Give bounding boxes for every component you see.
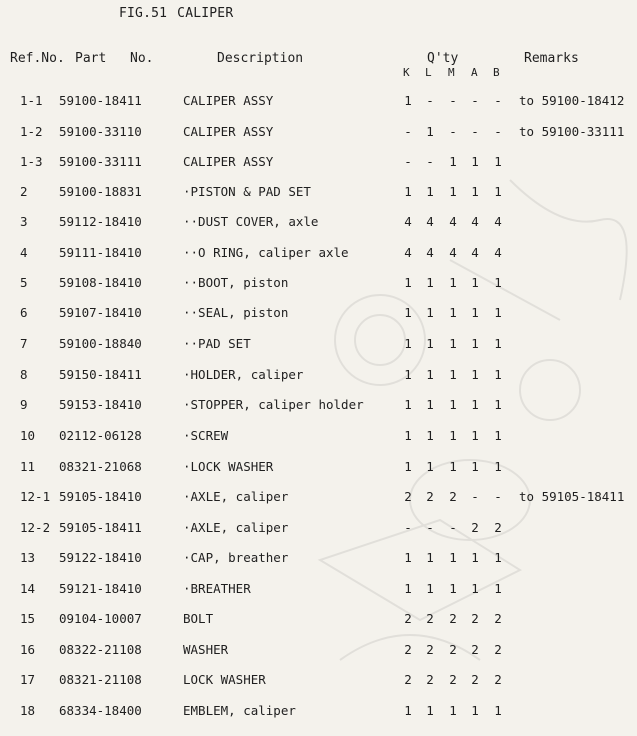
part-number: 59112-18410 bbox=[59, 214, 142, 229]
qty-k: 1 bbox=[404, 428, 412, 443]
description: BOLT bbox=[183, 611, 214, 626]
ref-number: 12-2 bbox=[20, 520, 51, 535]
part-number: 59100-33111 bbox=[59, 154, 142, 169]
description: ··PAD SET bbox=[183, 336, 251, 351]
qty-b: 2 bbox=[494, 611, 502, 626]
table-row bbox=[0, 93, 637, 113]
qty-k: 1 bbox=[404, 305, 412, 320]
description: ·AXLE, caliper bbox=[183, 520, 289, 535]
qty-m: 1 bbox=[449, 367, 457, 382]
qty-a: 2 bbox=[471, 611, 479, 626]
part-number: 09104-10007 bbox=[59, 611, 142, 626]
part-number: 02112-06128 bbox=[59, 428, 142, 443]
table-row bbox=[0, 581, 637, 601]
qty-k: 1 bbox=[404, 336, 412, 351]
qty-b: 1 bbox=[494, 581, 502, 596]
description: ·AXLE, caliper bbox=[183, 489, 289, 504]
qty-l: 1 bbox=[426, 428, 434, 443]
qty-k: - bbox=[404, 124, 412, 139]
qty-a: 1 bbox=[471, 184, 479, 199]
qty-a: 1 bbox=[471, 703, 479, 718]
header-description: Description bbox=[217, 51, 304, 66]
description: CALIPER ASSY bbox=[183, 93, 274, 108]
part-number: 68334-18400 bbox=[59, 703, 142, 718]
qty-l: 4 bbox=[426, 214, 434, 229]
ref-number: 14 bbox=[20, 581, 36, 596]
qty-b: 2 bbox=[494, 642, 502, 657]
remarks: to 59100-18412 bbox=[519, 93, 625, 108]
qty-m: 4 bbox=[449, 245, 457, 260]
qty-l: 1 bbox=[426, 367, 434, 382]
table-row bbox=[0, 367, 637, 387]
qty-l: 1 bbox=[426, 275, 434, 290]
description: ·LOCK WASHER bbox=[183, 459, 274, 474]
qty-l: - bbox=[426, 520, 434, 535]
table-row bbox=[0, 550, 637, 570]
part-number: 59153-18410 bbox=[59, 397, 142, 412]
qty-m: 1 bbox=[449, 336, 457, 351]
part-number: 59111-18410 bbox=[59, 245, 142, 260]
part-number: 59108-18410 bbox=[59, 275, 142, 290]
qty-k: 1 bbox=[404, 581, 412, 596]
qty-m: 2 bbox=[449, 672, 457, 687]
part-number: 08321-21068 bbox=[59, 459, 142, 474]
qty-b: 1 bbox=[494, 703, 502, 718]
qty-a: 1 bbox=[471, 154, 479, 169]
table-row bbox=[0, 336, 637, 356]
header-qty: Q'ty bbox=[427, 51, 459, 66]
qty-b: 2 bbox=[494, 672, 502, 687]
figure-heading bbox=[119, 6, 233, 21]
qty-a: 4 bbox=[471, 245, 479, 260]
part-number: 59100-18840 bbox=[59, 336, 142, 351]
ref-number: 10 bbox=[20, 428, 36, 443]
part-number: 59122-18410 bbox=[59, 550, 142, 565]
qty-k: 4 bbox=[404, 214, 412, 229]
figure-number: FIG.51 bbox=[119, 6, 168, 21]
qty-k: 2 bbox=[404, 642, 412, 657]
qty-m: 1 bbox=[449, 184, 457, 199]
qty-b: 4 bbox=[494, 214, 502, 229]
part-number: 59100-33110 bbox=[59, 124, 142, 139]
qty-k: - bbox=[404, 520, 412, 535]
qty-k: 1 bbox=[404, 275, 412, 290]
qty-a: - bbox=[471, 124, 479, 139]
remarks: to 59100-33111 bbox=[519, 124, 625, 139]
table-row bbox=[0, 275, 637, 295]
qty-m: - bbox=[449, 93, 457, 108]
qty-a: 1 bbox=[471, 336, 479, 351]
qty-a: 4 bbox=[471, 214, 479, 229]
description: ··BOOT, piston bbox=[183, 275, 289, 290]
qty-k: 1 bbox=[404, 367, 412, 382]
header-ref-no: Ref.No. bbox=[10, 51, 65, 66]
qty-l: 2 bbox=[426, 611, 434, 626]
ref-number: 1-2 bbox=[20, 124, 43, 139]
description: LOCK WASHER bbox=[183, 672, 266, 687]
description: ·HOLDER, caliper bbox=[183, 367, 304, 382]
qty-k: - bbox=[404, 154, 412, 169]
description: CALIPER ASSY bbox=[183, 124, 274, 139]
qty-m: - bbox=[449, 124, 457, 139]
qty-l: 1 bbox=[426, 336, 434, 351]
qty-column-l: L bbox=[425, 66, 432, 79]
qty-l: 4 bbox=[426, 245, 434, 260]
description: ·CAP, breather bbox=[183, 550, 289, 565]
table-row bbox=[0, 154, 637, 174]
part-number: 08321-21108 bbox=[59, 672, 142, 687]
qty-m: 1 bbox=[449, 550, 457, 565]
header-part: Part bbox=[75, 51, 107, 66]
qty-b: 4 bbox=[494, 245, 502, 260]
qty-l: - bbox=[426, 154, 434, 169]
qty-b: 1 bbox=[494, 550, 502, 565]
qty-m: 1 bbox=[449, 397, 457, 412]
part-number: 59105-18411 bbox=[59, 520, 142, 535]
ref-number: 15 bbox=[20, 611, 36, 626]
qty-b: 2 bbox=[494, 520, 502, 535]
qty-k: 4 bbox=[404, 245, 412, 260]
remarks: to 59105-18411 bbox=[519, 489, 625, 504]
ref-number: 12-1 bbox=[20, 489, 51, 504]
table-row bbox=[0, 611, 637, 631]
qty-b: 1 bbox=[494, 367, 502, 382]
ref-number: 17 bbox=[20, 672, 36, 687]
part-number: 59100-18411 bbox=[59, 93, 142, 108]
ref-number: 5 bbox=[20, 275, 28, 290]
qty-a: 1 bbox=[471, 275, 479, 290]
table-row bbox=[0, 245, 637, 265]
qty-a: - bbox=[471, 489, 479, 504]
part-number: 08322-21108 bbox=[59, 642, 142, 657]
qty-k: 1 bbox=[404, 93, 412, 108]
qty-column-k: K bbox=[403, 66, 410, 79]
qty-b: - bbox=[494, 489, 502, 504]
table-row bbox=[0, 397, 637, 417]
qty-b: 1 bbox=[494, 428, 502, 443]
part-number: 59100-18831 bbox=[59, 184, 142, 199]
qty-a: 2 bbox=[471, 642, 479, 657]
qty-l: 2 bbox=[426, 642, 434, 657]
ref-number: 4 bbox=[20, 245, 28, 260]
ref-number: 18 bbox=[20, 703, 36, 718]
header-remarks: Remarks bbox=[524, 51, 579, 66]
ref-number: 1-1 bbox=[20, 93, 43, 108]
ref-number: 3 bbox=[20, 214, 28, 229]
part-number: 59121-18410 bbox=[59, 581, 142, 596]
description: ··SEAL, piston bbox=[183, 305, 289, 320]
qty-m: 2 bbox=[449, 642, 457, 657]
qty-a: 1 bbox=[471, 397, 479, 412]
qty-a: 2 bbox=[471, 520, 479, 535]
ref-number: 9 bbox=[20, 397, 28, 412]
qty-b: - bbox=[494, 124, 502, 139]
qty-k: 1 bbox=[404, 703, 412, 718]
table-row bbox=[0, 214, 637, 234]
qty-k: 1 bbox=[404, 459, 412, 474]
qty-b: 1 bbox=[494, 184, 502, 199]
qty-b: 1 bbox=[494, 275, 502, 290]
ref-number: 13 bbox=[20, 550, 36, 565]
figure-title: CALIPER bbox=[177, 6, 234, 21]
qty-m: 1 bbox=[449, 581, 457, 596]
ref-number: 7 bbox=[20, 336, 28, 351]
ref-number: 8 bbox=[20, 367, 28, 382]
table-row bbox=[0, 703, 637, 723]
qty-a: 1 bbox=[471, 367, 479, 382]
qty-column-a: A bbox=[471, 66, 478, 79]
ref-number: 11 bbox=[20, 459, 36, 474]
qty-m: - bbox=[449, 520, 457, 535]
qty-b: 1 bbox=[494, 459, 502, 474]
description: EMBLEM, caliper bbox=[183, 703, 296, 718]
qty-m: 1 bbox=[449, 275, 457, 290]
qty-l: 1 bbox=[426, 703, 434, 718]
description: ·PISTON & PAD SET bbox=[183, 184, 311, 199]
table-row bbox=[0, 672, 637, 692]
qty-l: 1 bbox=[426, 184, 434, 199]
qty-m: 1 bbox=[449, 703, 457, 718]
qty-m: 2 bbox=[449, 489, 457, 504]
qty-k: 2 bbox=[404, 489, 412, 504]
description: ·BREATHER bbox=[183, 581, 251, 596]
qty-k: 1 bbox=[404, 550, 412, 565]
ref-number: 16 bbox=[20, 642, 36, 657]
description: ·STOPPER, caliper holder bbox=[183, 397, 364, 412]
qty-m: 1 bbox=[449, 154, 457, 169]
qty-b: 1 bbox=[494, 336, 502, 351]
qty-column-b: B bbox=[493, 66, 500, 79]
qty-k: 1 bbox=[404, 184, 412, 199]
part-number: 59105-18410 bbox=[59, 489, 142, 504]
qty-l: 1 bbox=[426, 459, 434, 474]
qty-l: 1 bbox=[426, 305, 434, 320]
qty-m: 1 bbox=[449, 428, 457, 443]
qty-m: 1 bbox=[449, 459, 457, 474]
qty-k: 2 bbox=[404, 672, 412, 687]
qty-l: 1 bbox=[426, 581, 434, 596]
qty-a: 1 bbox=[471, 581, 479, 596]
description: ·SCREW bbox=[183, 428, 229, 443]
qty-l: 2 bbox=[426, 489, 434, 504]
qty-b: 1 bbox=[494, 305, 502, 320]
qty-m: 1 bbox=[449, 305, 457, 320]
description: ··DUST COVER, axle bbox=[183, 214, 319, 229]
table-row bbox=[0, 124, 637, 144]
qty-l: 1 bbox=[426, 397, 434, 412]
description: CALIPER ASSY bbox=[183, 154, 274, 169]
qty-l: 2 bbox=[426, 672, 434, 687]
table-row bbox=[0, 184, 637, 204]
qty-a: 1 bbox=[471, 550, 479, 565]
qty-a: 1 bbox=[471, 305, 479, 320]
ref-number: 6 bbox=[20, 305, 28, 320]
table-row bbox=[0, 305, 637, 325]
qty-b: 1 bbox=[494, 154, 502, 169]
description: WASHER bbox=[183, 642, 229, 657]
qty-l: 1 bbox=[426, 550, 434, 565]
qty-column-m: M bbox=[448, 66, 455, 79]
qty-l: 1 bbox=[426, 124, 434, 139]
table-row bbox=[0, 489, 637, 509]
qty-b: 1 bbox=[494, 397, 502, 412]
qty-m: 2 bbox=[449, 611, 457, 626]
ref-number: 2 bbox=[20, 184, 28, 199]
description: ··O RING, caliper axle bbox=[183, 245, 349, 260]
table-row bbox=[0, 520, 637, 540]
table-row bbox=[0, 642, 637, 662]
header-part-no: No. bbox=[130, 51, 154, 66]
qty-k: 2 bbox=[404, 611, 412, 626]
qty-a: 1 bbox=[471, 428, 479, 443]
part-number: 59150-18411 bbox=[59, 367, 142, 382]
qty-m: 4 bbox=[449, 214, 457, 229]
ref-number: 1-3 bbox=[20, 154, 43, 169]
qty-a: 1 bbox=[471, 459, 479, 474]
qty-a: 2 bbox=[471, 672, 479, 687]
qty-b: - bbox=[494, 93, 502, 108]
table-row bbox=[0, 428, 637, 448]
part-number: 59107-18410 bbox=[59, 305, 142, 320]
table-row bbox=[0, 459, 637, 479]
qty-k: 1 bbox=[404, 397, 412, 412]
qty-l: - bbox=[426, 93, 434, 108]
qty-a: - bbox=[471, 93, 479, 108]
